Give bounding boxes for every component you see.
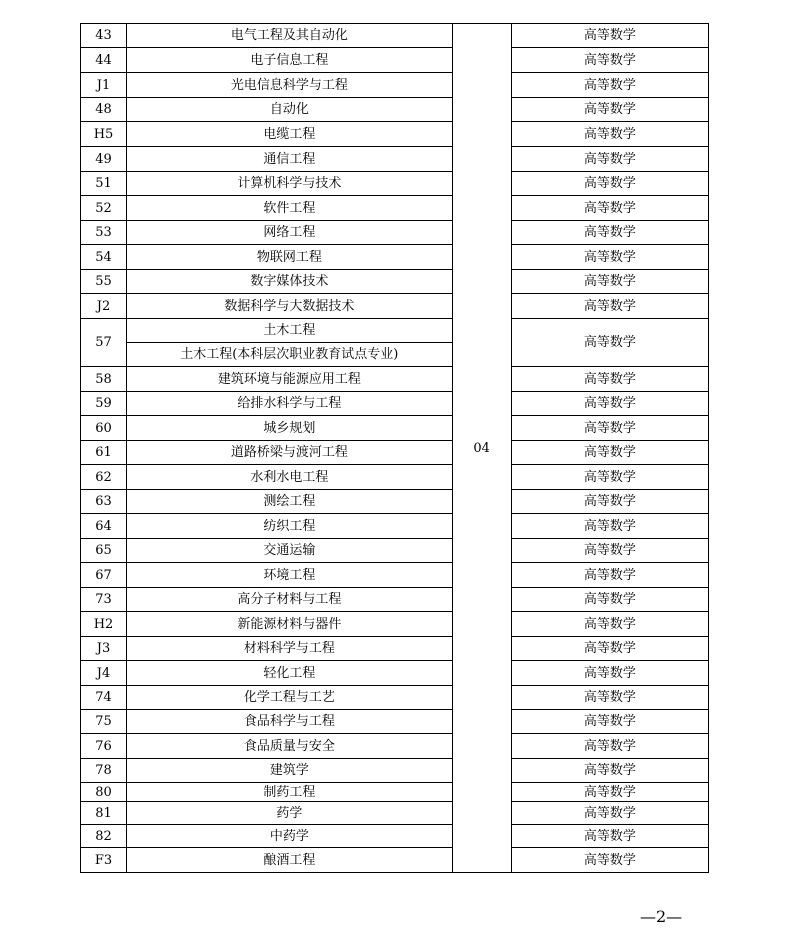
major-code-cell: 67 [81,563,127,588]
major-name-cell: 建筑环境与能源应用工程 [127,367,453,392]
table-row [81,465,709,490]
major-name-cell: 食品科学与工程 [127,710,453,734]
major-name-cell: 中药学 [127,825,453,848]
major-name-cell: 建筑学 [127,759,453,783]
major-name-cell: 电子信息工程 [127,48,453,73]
exam-subject-cell: 高等数学 [511,686,708,710]
major-name-cell: 给排水科学与工程 [127,392,453,416]
major-name-cell: 通信工程 [127,147,453,172]
major-name-cell: 新能源材料与器件 [127,612,453,637]
major-code-cell: J3 [81,637,127,661]
major-name-cell: 制药工程 [127,783,453,802]
major-name-cell: 数据科学与大数据技术 [127,294,453,319]
table-row [81,319,709,343]
table-row [81,367,709,392]
major-code-cell: H5 [81,122,127,147]
table-row [81,734,709,759]
table-row [81,661,709,686]
major-name-cell: 道路桥梁与渡河工程 [127,441,453,465]
major-name-cell: 数字媒体技术 [127,270,453,294]
major-code-cell: 62 [81,465,127,490]
exam-subject-cell: 高等数学 [511,612,708,637]
table-row [81,783,709,802]
exam-subject-cell: 高等数学 [511,147,708,172]
major-name-cell: 药学 [127,802,453,825]
table-row [81,416,709,441]
table-row [81,221,709,245]
major-name-cell: 城乡规划 [127,416,453,441]
exam-subject-cell: 高等数学 [511,270,708,294]
exam-subject-cell: 高等数学 [511,539,708,563]
page-number: —2— [640,907,683,926]
major-name-cell: 土木工程(本科层次职业教育试点专业) [127,343,453,367]
table-row [81,294,709,319]
table-row [81,392,709,416]
major-code-cell: 74 [81,686,127,710]
exam-subject-cell: 高等数学 [511,319,708,367]
exam-subject-cell: 高等数学 [511,588,708,612]
major-code-cell: 76 [81,734,127,759]
major-name-cell: 化学工程与工艺 [127,686,453,710]
table-row [81,686,709,710]
exam-subject-cell: 高等数学 [511,196,708,221]
major-code-cell: J1 [81,73,127,98]
major-name-cell: 纺织工程 [127,514,453,539]
table-row [81,245,709,270]
table-row [81,563,709,588]
major-name-cell: 高分子材料与工程 [127,588,453,612]
major-code-cell: 58 [81,367,127,392]
major-code-cell: 65 [81,539,127,563]
exam-subject-cell: 高等数学 [511,637,708,661]
major-code-cell: 59 [81,392,127,416]
major-code-cell: 60 [81,416,127,441]
table-row [81,490,709,514]
major-name-cell: 电气工程及其自动化 [127,24,453,48]
exam-subject-cell: 高等数学 [511,734,708,759]
exam-subject-cell: 高等数学 [511,24,708,48]
exam-subject-cell: 高等数学 [511,98,708,122]
group-code-cell: 04 [452,24,511,873]
exam-subject-cell: 高等数学 [511,848,708,873]
exam-subject-cell: 高等数学 [511,122,708,147]
exam-subject-cell: 高等数学 [511,802,708,825]
major-name-cell: 酿酒工程 [127,848,453,873]
table-row [81,441,709,465]
table-row [81,24,709,48]
major-name-cell: 轻化工程 [127,661,453,686]
exam-subject-cell: 高等数学 [511,514,708,539]
major-code-cell: 52 [81,196,127,221]
exam-subject-cell: 高等数学 [511,759,708,783]
exam-subject-cell: 高等数学 [511,73,708,98]
major-code-cell: 48 [81,98,127,122]
table-row [81,73,709,98]
major-name-cell: 土木工程 [127,319,453,343]
table-row [81,98,709,122]
major-name-cell: 材料科学与工程 [127,637,453,661]
table-row [81,514,709,539]
exam-subject-cell: 高等数学 [511,172,708,196]
exam-subject-cell: 高等数学 [511,661,708,686]
major-code-cell: 51 [81,172,127,196]
exam-subject-cell: 高等数学 [511,465,708,490]
major-name-cell: 计算机科学与技术 [127,172,453,196]
exam-subject-cell: 高等数学 [511,563,708,588]
table-row [81,588,709,612]
exam-subject-cell: 高等数学 [511,490,708,514]
table-row [81,612,709,637]
table-row [81,802,709,825]
exam-subject-cell: 高等数学 [511,48,708,73]
major-name-cell: 软件工程 [127,196,453,221]
major-code-cell: 44 [81,48,127,73]
exam-subject-cell: 高等数学 [511,367,708,392]
major-name-cell: 交通运输 [127,539,453,563]
major-name-cell: 电缆工程 [127,122,453,147]
major-code-cell: 61 [81,441,127,465]
exam-subject-cell: 高等数学 [511,392,708,416]
major-code-cell: 53 [81,221,127,245]
major-name-cell: 食品质量与安全 [127,734,453,759]
major-code-cell: 43 [81,24,127,48]
table-row [81,270,709,294]
major-code-cell: 57 [81,319,127,367]
table-row [81,759,709,783]
major-code-cell: 75 [81,710,127,734]
major-code-cell: J4 [81,661,127,686]
exam-subject-cell: 高等数学 [511,245,708,270]
exam-subject-cell: 高等数学 [511,416,708,441]
major-code-cell: 80 [81,783,127,802]
exam-subject-cell: 高等数学 [511,294,708,319]
table-row [81,539,709,563]
exam-subject-cell: 高等数学 [511,710,708,734]
major-name-cell: 物联网工程 [127,245,453,270]
table-row [81,172,709,196]
major-code-cell: 55 [81,270,127,294]
major-code-cell: J2 [81,294,127,319]
exam-subject-cell: 高等数学 [511,783,708,802]
exam-subject-cell: 高等数学 [511,221,708,245]
major-code-cell: 63 [81,490,127,514]
table-row [81,637,709,661]
table-body [81,24,709,873]
table-row [81,48,709,73]
major-code-cell: 73 [81,588,127,612]
table-row [81,122,709,147]
table-row [81,825,709,848]
table-row [81,147,709,172]
major-name-cell: 网络工程 [127,221,453,245]
major-code-cell: 54 [81,245,127,270]
major-name-cell: 测绘工程 [127,490,453,514]
table-row [81,848,709,873]
major-code-cell: 49 [81,147,127,172]
major-name-cell: 光电信息科学与工程 [127,73,453,98]
major-name-cell: 水利水电工程 [127,465,453,490]
exam-subject-cell: 高等数学 [511,825,708,848]
major-name-cell: 环境工程 [127,563,453,588]
major-code-cell: H2 [81,612,127,637]
table-row [81,710,709,734]
major-subject-table [80,23,709,873]
major-name-cell: 自动化 [127,98,453,122]
major-code-cell: F3 [81,848,127,873]
exam-subject-cell: 高等数学 [511,441,708,465]
table-row [81,196,709,221]
major-code-cell: 82 [81,825,127,848]
major-code-cell: 81 [81,802,127,825]
major-code-cell: 64 [81,514,127,539]
major-code-cell: 78 [81,759,127,783]
